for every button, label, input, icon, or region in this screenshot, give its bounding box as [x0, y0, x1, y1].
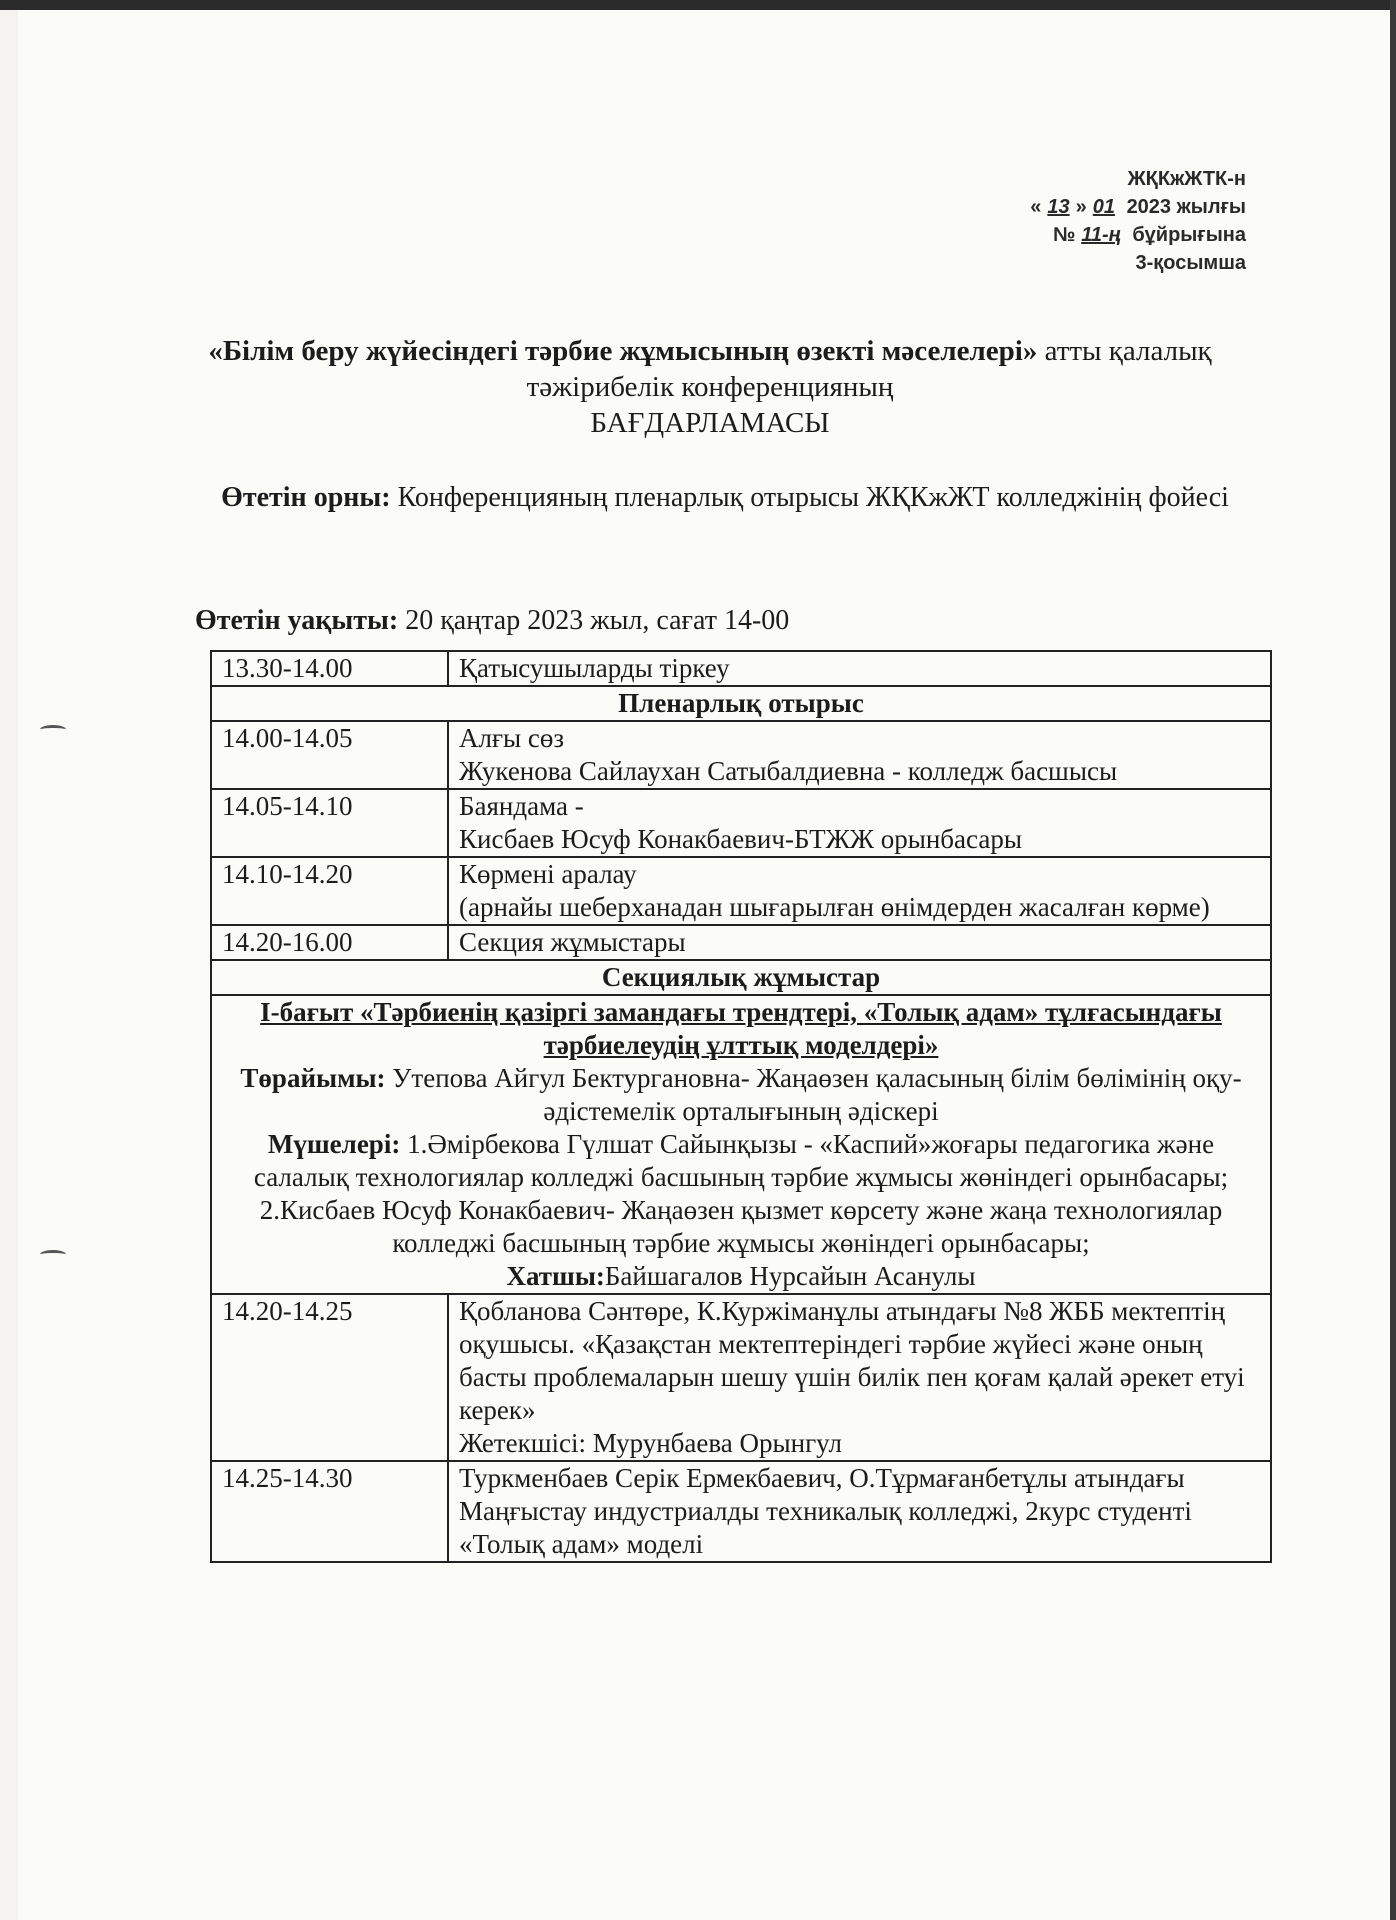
row-text: Қатысушыларды тіркеу — [448, 651, 1271, 686]
direction-chair: Төрайымы: Утепова Айгул Бектургановна- Жаңаөзен қаласының білім бөлімінің оқу-әдістемелік орталығының әдіскері — [240, 1063, 1242, 1126]
row-time: 14.00-14.05 — [211, 721, 448, 789]
table-row — [211, 857, 1271, 925]
document-title — [190, 333, 1230, 441]
annex-line1: ЖҚКжЖТК-н — [1127, 168, 1246, 190]
table-row — [211, 651, 1271, 686]
row-time: 14.20-16.00 — [211, 925, 448, 960]
direction-block — [211, 995, 1271, 1294]
annex-line2: « 13 » 01 2023 жылғы — [1030, 196, 1246, 218]
row-text: Көрмені аралау (арнайы шеберханадан шығарылған өнімдерден жасалған көрме) — [448, 857, 1271, 925]
scan-right-edge — [1390, 0, 1396, 1920]
row-text: Алғы сөз Жукенова Сайлаухан Сатыбалдиевна - колледж басшысы — [448, 721, 1271, 789]
direction-member-2: 2.Кисбаев Юсуф Конакбаевич- Жаңаөзен қызмет көрсету және жаңа технологиялар колледжі басшының тәрбие жұмысы жөніндегі орынбасары; — [259, 1195, 1223, 1258]
row-text: Баяндама - Кисбаев Юсуф Конакбаевич-БТЖЖ орынбасары — [448, 789, 1271, 857]
table-row — [211, 789, 1271, 857]
program-table — [210, 650, 1272, 1563]
annex-header — [1030, 165, 1246, 277]
row-time: 13.30-14.00 — [211, 651, 448, 686]
title-program: БАҒДАРЛАМАСЫ — [590, 407, 830, 439]
direction-title: І-бағыт «Тәрбиенің қазіргі замандағы трендтері, «Толық адам» тұлғасындағы тәрбиелеудің ұлттық моделдері» — [260, 997, 1222, 1060]
title-bold: «Білім беру жүйесіндегі тәрбие жұмысының өзекті мәселелері» — [208, 335, 1038, 367]
plenary-header-row — [211, 686, 1271, 721]
table-row — [211, 1461, 1271, 1562]
venue-label: Өтетін орны: — [221, 482, 391, 513]
venue-value: Конференцияның пленарлық отырысы ЖҚКжЖТ колледжінің фойесі — [397, 482, 1229, 513]
row-text: Қобланова Сәнтөре, К.Куржіманұлы атындағы №8 ЖББ мектептің оқушысы. «Қазақстан мектептеріндегі тәрбие жүйесі және оның басты проблемаларын шешу үшін билік пен қоғам қалай әрекет етуі керек» Жетекшісі: Мурунбаева Орынгул — [448, 1294, 1271, 1461]
punch-hole-mark — [40, 725, 66, 734]
row-time: 14.10-14.20 — [211, 857, 448, 925]
annex-line3: № 11-ң бұйрығына — [1052, 224, 1246, 246]
row-text: Туркменбаев Серік Ермекбаевич, О.Тұрмағанбетұлы атындағы Маңғыстау индустриалды техникалық колледжі, 2курс студенті «Толық адам» моделі — [448, 1461, 1271, 1562]
row-time: 14.05-14.10 — [211, 789, 448, 857]
table-row — [211, 721, 1271, 789]
plenary-header: Пленарлық отырыс — [211, 686, 1271, 721]
section-header: Секциялық жұмыстар — [211, 960, 1271, 995]
time-value: 20 қаңтар 2023 жыл, сағат 14-00 — [405, 605, 790, 636]
event-time — [195, 603, 789, 639]
row-text: Секция жұмыстары — [448, 925, 1271, 960]
scan-top-edge — [0, 0, 1396, 10]
table-row — [211, 925, 1271, 960]
annex-line4: 3-қосымша — [1135, 252, 1246, 274]
punch-hole-mark — [40, 1250, 66, 1259]
venue — [195, 480, 1255, 516]
direction-row — [211, 995, 1271, 1294]
table-row — [211, 1294, 1271, 1461]
row-time: 14.20-14.25 — [211, 1294, 448, 1461]
title-rest: атты қалалық тәжірибелік конференцияның — [526, 335, 1212, 403]
row-time: 14.25-14.30 — [211, 1461, 448, 1562]
direction-secretary: Хатшы:Байшагалов Нурсайын Асанулы — [506, 1261, 976, 1291]
section-header-row — [211, 960, 1271, 995]
time-label: Өтетін уақыты: — [195, 605, 399, 636]
direction-member-1: Мүшелері: 1.Әмірбекова Гүлшат Сайынқызы - «Каспий»жоғары педагогика және салалық технологиялар колледжі басшының тәрбие жұмысы жөніндегі орынбасары; — [253, 1129, 1229, 1192]
